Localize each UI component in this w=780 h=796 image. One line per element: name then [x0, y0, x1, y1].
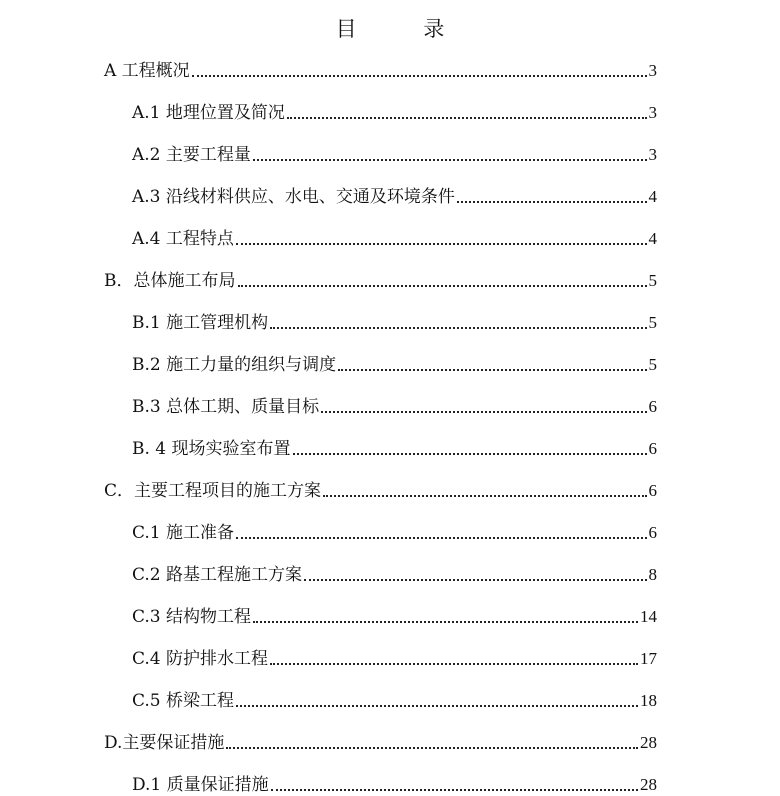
toc-entry-page: 6: [648, 523, 657, 542]
toc-entry-label: C．主要工程项目的施工方案: [104, 481, 322, 501]
toc-entry[interactable]: [132, 220, 657, 250]
toc-entry[interactable]: [132, 304, 657, 334]
toc-entry-label: C.3 结构物工程: [132, 607, 252, 627]
toc-entry-label: B.1 施工管理机构: [132, 313, 269, 333]
dot-leader: [270, 326, 646, 329]
toc-entry[interactable]: [132, 514, 657, 544]
toc-entry-page: 4: [648, 229, 657, 248]
toc-entry-label: C.1 施工准备: [132, 523, 235, 543]
dot-leader: [323, 494, 646, 497]
toc-entry-page: 17: [640, 649, 657, 668]
dot-leader: [192, 74, 647, 77]
toc-entry[interactable]: [132, 598, 657, 628]
dot-leader: [253, 620, 638, 623]
toc-entry[interactable]: [132, 682, 657, 712]
toc-entry-page: 14: [640, 607, 657, 626]
toc-entry-page: 8: [648, 565, 657, 584]
toc-entry[interactable]: [104, 472, 657, 502]
dot-leader: [238, 284, 647, 287]
title-char-1: 目: [335, 17, 357, 41]
toc-entry[interactable]: [104, 724, 657, 754]
toc-entry-label: C.5 桥梁工程: [132, 691, 235, 711]
toc-entry-label: B.2 施工力量的组织与调度: [132, 355, 337, 375]
toc-entry[interactable]: [132, 640, 657, 670]
dot-leader: [236, 536, 646, 539]
toc-entry-page: 18: [640, 691, 657, 710]
toc-entry[interactable]: [132, 556, 657, 586]
toc-entry-label: C.2 路基工程施工方案: [132, 565, 303, 585]
toc-entry-label: A.2 主要工程量: [132, 145, 251, 165]
dot-leader: [293, 452, 647, 455]
toc-entry-page: 28: [640, 775, 657, 794]
toc-entry-label: B.3 总体工期、质量目标: [132, 397, 320, 417]
toc-entry-page: 3: [648, 145, 657, 164]
toc-entry-page: 4: [648, 187, 657, 206]
toc-entry-label: A.4 工程特点: [132, 229, 234, 249]
dot-leader: [226, 746, 638, 749]
dot-leader: [457, 200, 647, 203]
dot-leader: [271, 788, 638, 791]
dot-leader: [287, 116, 647, 119]
toc-entry-page: 6: [648, 439, 657, 458]
dot-leader: [304, 578, 646, 581]
dot-leader: [236, 704, 638, 707]
toc-entry[interactable]: [132, 766, 657, 796]
toc-entry-page: 5: [648, 313, 657, 332]
toc-entry-page: 3: [648, 103, 657, 122]
toc-entry-label: D.主要保证措施: [104, 733, 225, 753]
toc-entry[interactable]: [132, 136, 657, 166]
toc-entry-page: 6: [648, 481, 657, 500]
toc-entry-page: 5: [648, 355, 657, 374]
dot-leader: [338, 368, 646, 371]
toc-entry[interactable]: [132, 346, 657, 376]
toc-entry-label: A 工程概况: [104, 61, 190, 81]
title-char-2: 录: [423, 17, 445, 41]
toc-entry[interactable]: [132, 430, 657, 460]
dot-leader: [253, 158, 647, 161]
toc-entry[interactable]: [132, 178, 657, 208]
toc-entry-label: B．总体施工布局: [104, 271, 236, 291]
dot-leader: [236, 242, 647, 245]
toc-entry[interactable]: [132, 94, 657, 124]
toc-entry-page: 5: [648, 271, 657, 290]
toc-entry-label: A.3 沿线材料供应、水电、交通及环境条件: [132, 187, 455, 207]
toc-entry-label: B. 4 现场实验室布置: [132, 439, 291, 459]
toc-entry-label: A.1 地理位置及简况: [132, 103, 285, 123]
dot-leader: [270, 662, 638, 665]
toc-entry-page: 3: [648, 61, 657, 80]
toc-entry-label: D.1 质量保证措施: [132, 775, 269, 795]
dot-leader: [321, 410, 646, 413]
toc-entry[interactable]: [104, 52, 657, 82]
toc-entry-page: 6: [648, 397, 657, 416]
page-title: [0, 14, 780, 44]
toc-entry-page: 28: [640, 733, 657, 752]
toc-entry-label: C.4 防护排水工程: [132, 649, 269, 669]
toc-entry[interactable]: [104, 262, 657, 292]
toc-entry[interactable]: [132, 388, 657, 418]
